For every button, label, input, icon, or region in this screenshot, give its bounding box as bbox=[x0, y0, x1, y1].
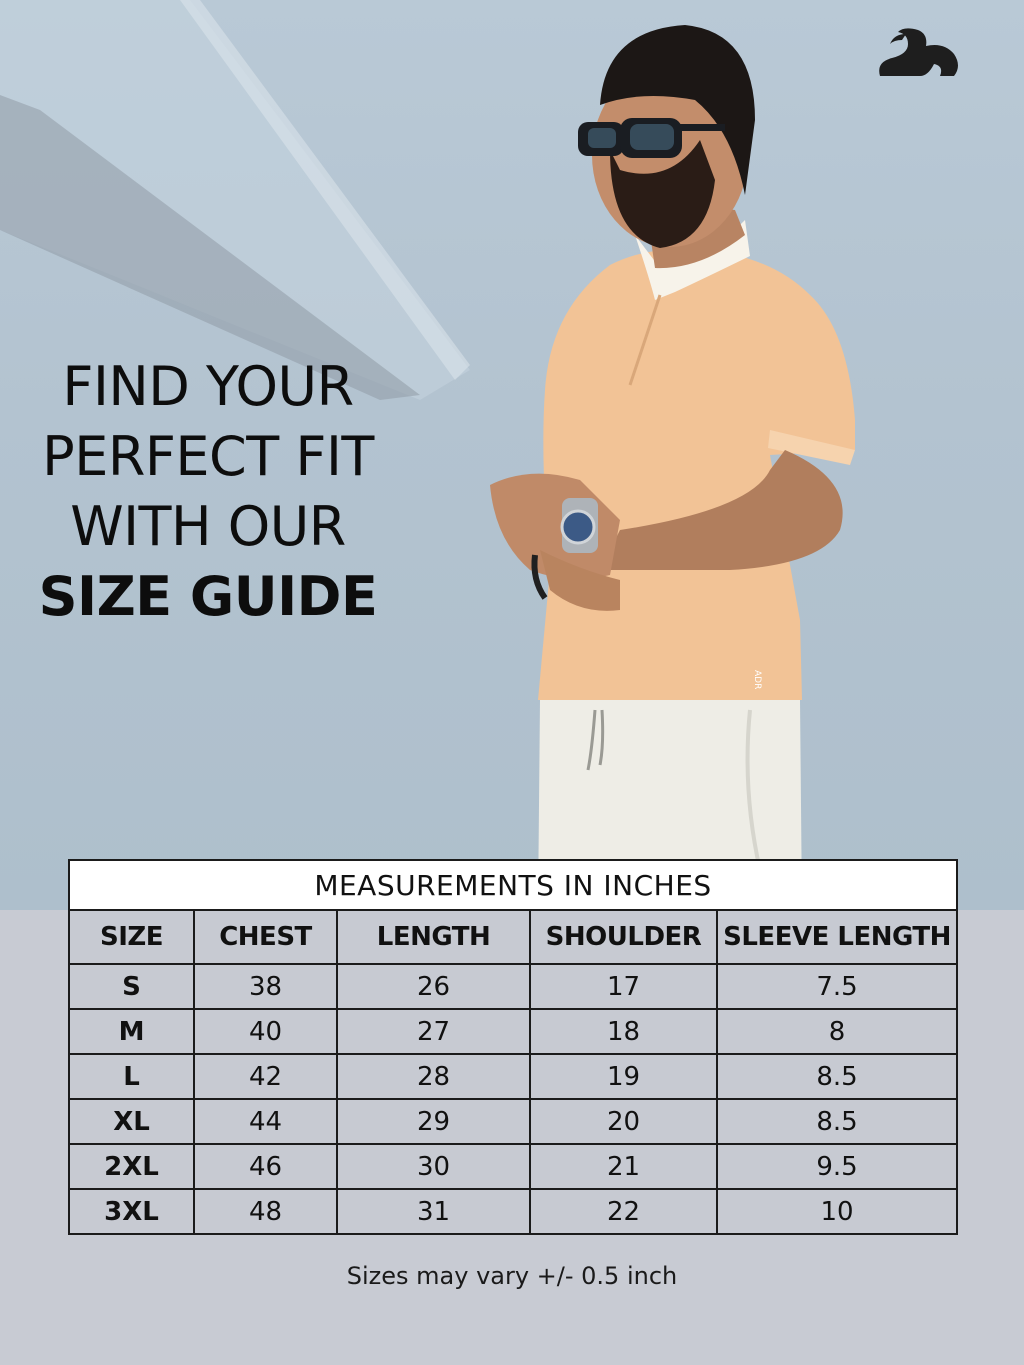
sleeve-length-value: 8 bbox=[717, 1009, 957, 1054]
length-value: 31 bbox=[337, 1189, 530, 1234]
chest-value: 46 bbox=[194, 1144, 337, 1189]
rabbit-logo-icon bbox=[874, 24, 960, 82]
size-chart bbox=[68, 859, 956, 1231]
chest-value: 42 bbox=[194, 1054, 337, 1099]
table-row bbox=[69, 1054, 957, 1099]
headline-line-1: FIND YOUR bbox=[62, 355, 354, 418]
shoulder-value: 18 bbox=[530, 1009, 717, 1054]
length-value: 27 bbox=[337, 1009, 530, 1054]
headline-line-4: SIZE GUIDE bbox=[38, 565, 378, 628]
size-table bbox=[68, 859, 958, 1235]
headline-line-3: WITH OUR bbox=[70, 495, 346, 558]
table-header-row bbox=[69, 910, 957, 964]
watch-icon bbox=[562, 498, 598, 553]
table-row bbox=[69, 1009, 957, 1054]
sleeve-length-value: 8.5 bbox=[717, 1054, 957, 1099]
size-label: 3XL bbox=[69, 1189, 194, 1234]
sleeve-length-value: 8.5 bbox=[717, 1099, 957, 1144]
table-row bbox=[69, 1144, 957, 1189]
chest-value: 40 bbox=[194, 1009, 337, 1054]
sleeve-length-value: 7.5 bbox=[717, 964, 957, 1009]
column-header-length: LENGTH bbox=[337, 910, 530, 964]
length-value: 29 bbox=[337, 1099, 530, 1144]
headline bbox=[18, 352, 398, 632]
length-value: 28 bbox=[337, 1054, 530, 1099]
size-label: S bbox=[69, 964, 194, 1009]
length-value: 30 bbox=[337, 1144, 530, 1189]
chest-value: 44 bbox=[194, 1099, 337, 1144]
size-label: 2XL bbox=[69, 1144, 194, 1189]
chest-value: 38 bbox=[194, 964, 337, 1009]
column-header-shoulder: SHOULDER bbox=[530, 910, 717, 964]
table-row bbox=[69, 1189, 957, 1234]
size-label: XL bbox=[69, 1099, 194, 1144]
headline-line-2: PERFECT FIT bbox=[42, 425, 374, 488]
column-header-chest: CHEST bbox=[194, 910, 337, 964]
column-header-sleeve-length: SLEEVE LENGTH bbox=[717, 910, 957, 964]
chest-value: 48 bbox=[194, 1189, 337, 1234]
shoulder-value: 21 bbox=[530, 1144, 717, 1189]
shoulder-value: 22 bbox=[530, 1189, 717, 1234]
size-label: L bbox=[69, 1054, 194, 1099]
table-row bbox=[69, 1099, 957, 1144]
size-variance-note: Sizes may vary +/- 0.5 inch bbox=[346, 1262, 678, 1290]
shoulder-value: 19 bbox=[530, 1054, 717, 1099]
size-label: M bbox=[69, 1009, 194, 1054]
sleeve-length-value: 10 bbox=[717, 1189, 957, 1234]
table-caption: MEASUREMENTS IN INCHES bbox=[69, 860, 957, 910]
column-header-size: SIZE bbox=[69, 910, 194, 964]
shoulder-value: 20 bbox=[530, 1099, 717, 1144]
shoulder-value: 17 bbox=[530, 964, 717, 1009]
length-value: 26 bbox=[337, 964, 530, 1009]
table-row bbox=[69, 964, 957, 1009]
sleeve-length-value: 9.5 bbox=[717, 1144, 957, 1189]
model-photo bbox=[470, 10, 890, 910]
shirt-tag-label: ADR bbox=[752, 670, 762, 690]
